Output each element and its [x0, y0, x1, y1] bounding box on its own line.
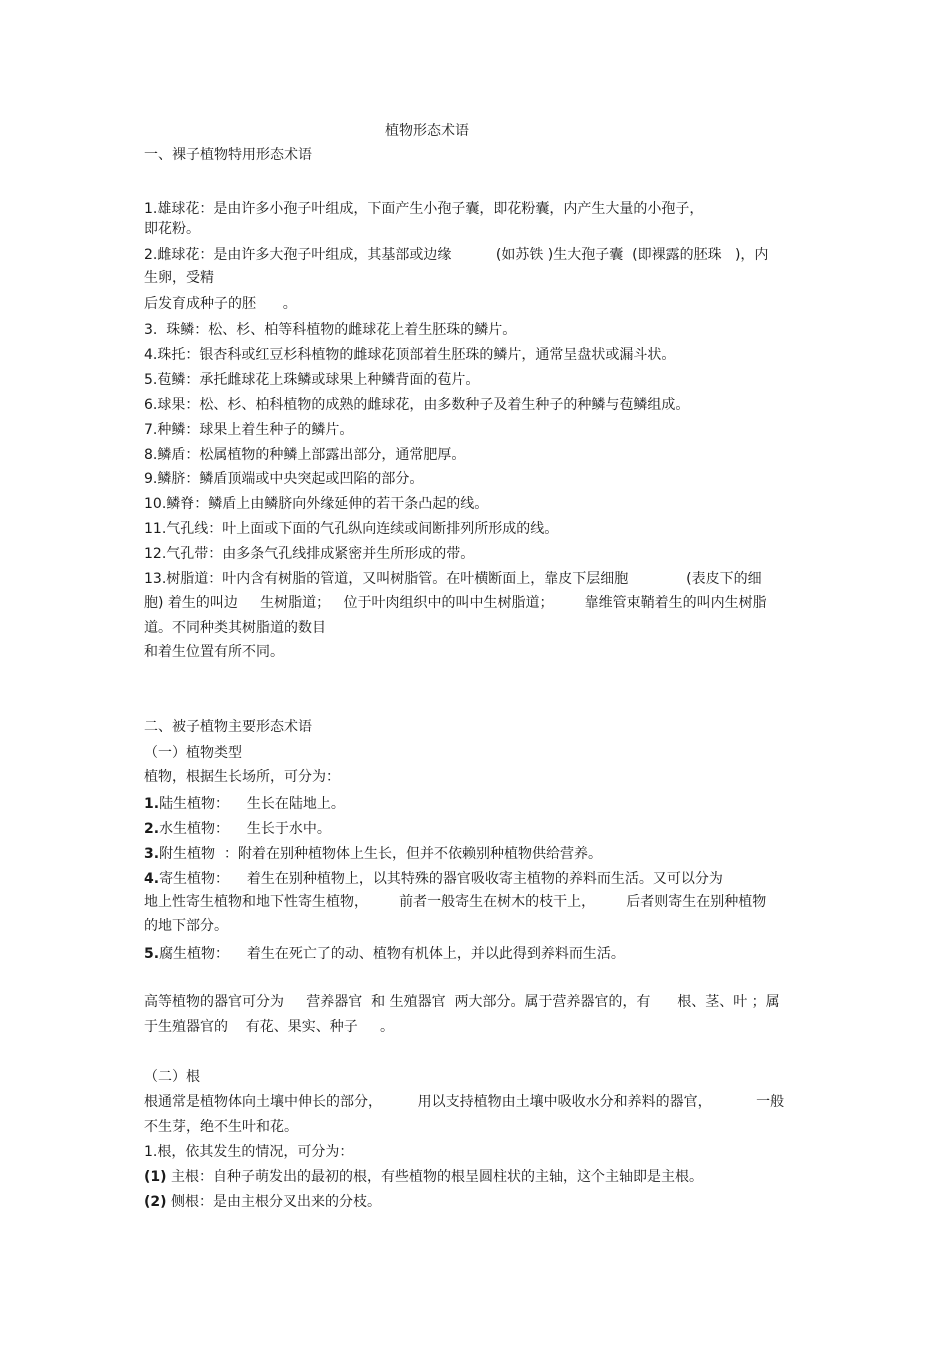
list-item: [144, 844, 602, 864]
paragraph-line: 8.鳞盾：松属植物的种鳞上部露出部分，通常肥厚。: [144, 447, 466, 463]
list-number: 4.: [144, 871, 160, 887]
subsection-heading: （二）根: [144, 1069, 200, 1085]
paragraph-line: 12.气孔带：由多条气孔线排成紧密并生所形成的带。: [144, 546, 475, 562]
paragraph-line: 5.苞鳞：承托雌球花上珠鳞或球果上种鳞背面的苞片。: [144, 372, 480, 388]
section-heading: 二、被子植物主要形态术语: [144, 719, 312, 735]
paragraph-line: 后发育成种子的胚 。: [144, 296, 297, 312]
paragraph-line: 高等植物的器官可分为 营养器官 和 生殖器官 两大部分。属于营养器官的，有 根、茎、叶 ；属: [144, 994, 780, 1010]
paragraph-line: 2.雌球花：是由许多大孢子叶组成，其基部或边缘 (如苏铁 )生大孢子囊 (即裸露的胚珠 )，内: [144, 247, 769, 263]
list-number: (2): [144, 1194, 167, 1210]
list-text: 附生植物 ：附着在别种植物体上生长，但并不依赖别种植物供给营养。: [159, 846, 602, 862]
list-number: 5.: [144, 946, 160, 962]
paragraph-line: 根通常是植物体向土壤中伸长的部分， 用以支持植物由土壤中吸收水分和养料的器官， 一般: [144, 1094, 785, 1110]
list-item: [144, 1192, 381, 1212]
subsection-heading: （一）植物类型: [144, 745, 242, 761]
paragraph-line: 1.根，依其发生的情况，可分为：: [144, 1144, 354, 1160]
paragraph-line: 即花粉。: [144, 221, 200, 237]
list-number: 2.: [144, 821, 160, 837]
list-text: 水生植物： 生长于水中。: [159, 821, 331, 837]
paragraph-line: 1.雄球花：是由许多小孢子叶组成，下面产生小孢子囊，即花粉囊，内产生大量的小孢子，: [144, 201, 704, 217]
paragraph-line: 4.珠托：银杏科或红豆杉科植物的雌球花顶部着生胚珠的鳞片，通常呈盘状或漏斗状。: [144, 347, 676, 363]
list-text: 侧根：是由主根分叉出来的分枝。: [166, 1194, 381, 1210]
list-item: [144, 944, 625, 964]
paragraph-line: 胞) 着生的叫边 生树脂道； 位于叶肉组织中的叫中生树脂道； 靠维管束鞘着生的叫内生树脂: [144, 595, 767, 611]
list-number: (1): [144, 1169, 167, 1185]
paragraph-line: 6.球果：松、杉、柏科植物的成熟的雌球花，由多数种子及着生种子的种鳞与苞鳞组成。: [144, 397, 690, 413]
list-text: 主根：自种子萌发出的最初的根，有些植物的根呈圆柱状的主轴，这个主轴即是主根。: [166, 1169, 703, 1185]
list-item: [144, 1167, 703, 1187]
list-text: 腐生植物： 着生在死亡了的动、植物有机体上，并以此得到养料而生活。: [159, 946, 625, 962]
list-item: [144, 869, 723, 889]
paragraph-line: 3. 珠鳞：松、杉、柏等科植物的雌球花上着生胚珠的鳞片。: [144, 322, 517, 338]
paragraph-line: 于生殖器官的 有花、果实、种子 。: [144, 1019, 395, 1035]
paragraph-line: 不生芽，绝不生叶和花。: [144, 1119, 298, 1135]
paragraph-line: 道。不同种类其树脂道的数目: [144, 620, 326, 636]
paragraph-line: 10.鳞脊：鳞盾上由鳞脐向外缘延伸的若干条凸起的线。: [144, 496, 489, 512]
paragraph-line: 的地下部分。: [144, 918, 228, 934]
paragraph-line: 13.树脂道：叶内含有树脂的管道，又叫树脂管。在叶横断面上，靠皮下层细胞 (表皮下的细: [144, 571, 762, 587]
list-number: 3.: [144, 846, 160, 862]
list-text: 寄生植物： 着生在别种植物上，以其特殊的器官吸收寄主植物的养料而生活。又可以分为: [159, 871, 723, 887]
paragraph-line: 7.种鳞：球果上着生种子的鳞片。: [144, 422, 354, 438]
list-number: 1.: [144, 796, 160, 812]
paragraph-line: 植物，根据生长场所，可分为：: [144, 769, 340, 785]
list-item: [144, 794, 345, 814]
paragraph-line: 11.气孔线：叶上面或下面的气孔纵向连续或间断排列所形成的线。: [144, 521, 559, 537]
paragraph-line: 9.鳞脐：鳞盾顶端或中央突起或凹陷的部分。: [144, 471, 424, 487]
section-heading: 一、裸子植物特用形态术语: [144, 147, 312, 163]
list-item: [144, 819, 331, 839]
list-text: 陆生植物： 生长在陆地上。: [159, 796, 345, 812]
paragraph-line: 生卵，受精: [144, 270, 214, 286]
paragraph-line: 地上性寄生植物和地下性寄生植物， 前者一般寄生在树木的枝干上， 后者则寄生在别种植物: [144, 894, 767, 910]
paragraph-line: 和着生位置有所不同。: [144, 644, 284, 660]
document-title: 植物形态术语: [385, 123, 469, 139]
